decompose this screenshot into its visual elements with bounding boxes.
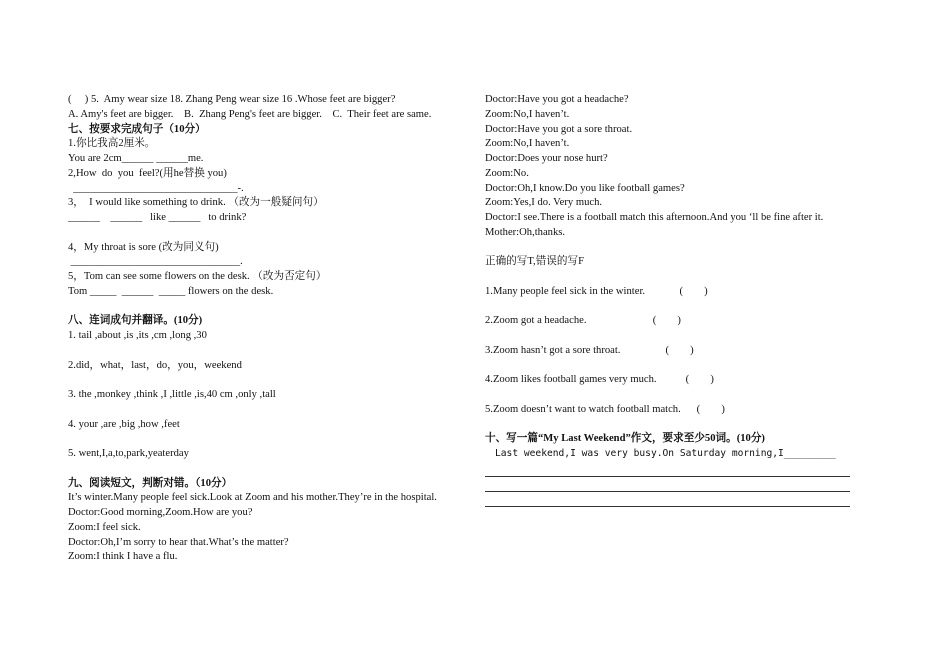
dialogue-line: Zoom:I think I have a flu. xyxy=(68,551,178,563)
writing-line xyxy=(485,477,850,492)
tf-item-4: 4.Zoom likes football games very much. ( ) xyxy=(485,374,714,386)
right-column xyxy=(485,93,850,507)
tf-item-1: 1.Many people feel sick in the winter. ( ) xyxy=(485,285,708,297)
dialogue-line: Doctor:Oh,I know.Do you like football games? xyxy=(485,182,685,194)
s7-item-2-answer: _______________________________-. xyxy=(68,182,244,194)
true-false-instruction: 正确的写T,错误的写F xyxy=(485,256,584,268)
question-5: ( ) 5. Amy wear size 18. Zhang Peng wear size 16 .Whose feet are bigger? xyxy=(68,94,396,105)
passage-intro: It’s winter.Many people feel sick.Look at Zoom and his mother.They’re in the hospital. xyxy=(68,492,437,504)
s7-item-1-answer: You are 2cm______ ______me. xyxy=(68,153,204,164)
s8-item-4: 4. your ,are ,big ,how ,feet xyxy=(68,418,180,430)
dialogue-line: Zoom:Yes,I do. Very much. xyxy=(485,197,603,209)
dialogue-line: Doctor:Good morning,Zoom.How are you? xyxy=(68,507,253,518)
dialogue-line: Mother:Oh,thanks. xyxy=(485,226,566,238)
dialogue-line: Doctor:Have you got a headache? xyxy=(485,94,629,105)
s8-item-3: 3. the ,monkey ,think ,I ,little ,is,40 cm ,only ,tall xyxy=(68,389,276,400)
writing-line xyxy=(485,462,850,477)
tf-item-5: 5.Zoom doesn’t want to watch football match. ( ) xyxy=(485,403,725,415)
s7-item-3: 3， I would like something to drink. （改为一般疑问句） xyxy=(68,197,324,209)
dialogue-line: Doctor:Does your nose hurt? xyxy=(485,153,608,164)
left-column xyxy=(68,93,466,565)
dialogue-line: Doctor:I see.There is a football match this afternoon.And you ‘ll be fine after it. xyxy=(485,212,824,223)
s8-item-5: 5. went,I,a,to,park,yeaterday xyxy=(68,448,189,459)
s7-item-3-answer: ______ ______ like ______ to drink? xyxy=(68,212,247,223)
s8-item-1: 1. tail ,about ,is ,its ,cm ,long ,30 xyxy=(68,330,207,341)
tf-item-2: 2.Zoom got a headache. ( ) xyxy=(485,315,681,327)
dialogue-line: Zoom:I feel sick. xyxy=(68,521,141,533)
dialogue-line: Zoom:No,I haven’t. xyxy=(485,138,570,150)
dialogue-line: Doctor:Have you got a sore throat. xyxy=(485,123,633,135)
dialogue-line: Zoom:No. xyxy=(485,167,529,179)
writing-line xyxy=(485,492,850,507)
tf-item-3: 3.Zoom hasn’t got a sore throat. ( ) xyxy=(485,344,694,356)
s7-item-4-answer: ________________________________. xyxy=(68,256,243,268)
dialogue-line: Doctor:Oh,I’m sorry to hear that.What’s the matter? xyxy=(68,536,289,548)
essay-start: Last weekend,I was very busy.On Saturday morning,I_________ xyxy=(495,448,836,459)
section-10-title: 十、写一篇“My Last Weekend”作文，要求至少50词。(10分) xyxy=(485,433,765,445)
s7-item-5-answer: Tom _____ ______ _____ flowers on the desk. xyxy=(68,285,274,297)
question-5-options: A. Amy's feet are bigger. B. Zhang Peng's feet are bigger. C. Their feet are same. xyxy=(68,108,432,120)
s7-item-2: 2,How do you feel?(用he替换 you) xyxy=(68,167,227,179)
dialogue-line: Zoom:No,I haven’t. xyxy=(485,108,570,120)
s7-item-1: 1.你比我高2厘米。 xyxy=(68,138,156,150)
section-9-title: 九、阅读短文，判断对错。（10分） xyxy=(68,477,233,489)
s7-item-5: 5，Tom can see some flowers on the desk. （改为否定句） xyxy=(68,271,327,282)
section-8-title: 八、连词成句并翻译。(10分) xyxy=(68,315,203,327)
s7-item-4: 4，My throat is sore (改为同义句) xyxy=(68,241,219,253)
section-7-title: 七、按要求完成句子（10分） xyxy=(68,123,206,135)
s8-item-2: 2.did，what，last，do，you，weekend xyxy=(68,359,242,371)
